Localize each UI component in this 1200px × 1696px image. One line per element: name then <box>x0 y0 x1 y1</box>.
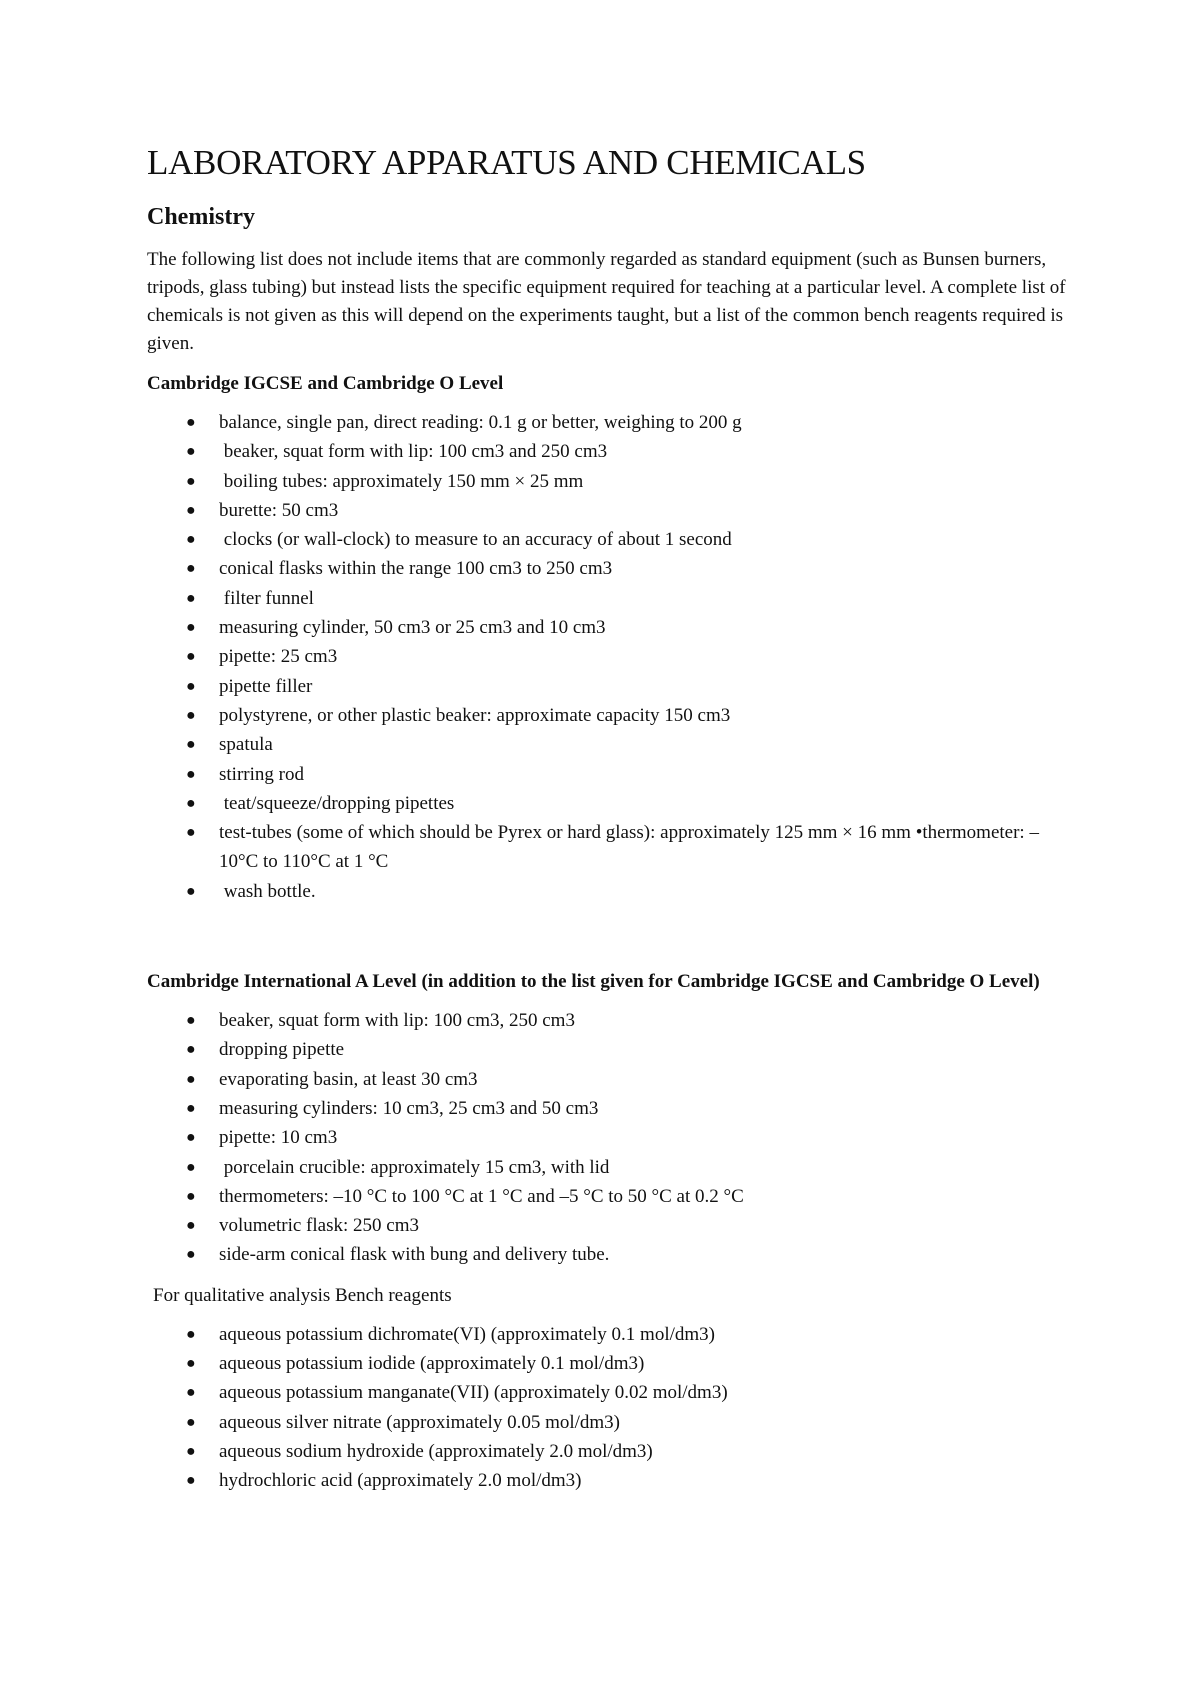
list-item <box>147 613 1072 642</box>
intro-paragraph: The following list does not include items that are commonly regarded as standard equipment (such as Bunsen burners, tripods, glass tubing) but instead lists the specific equipment required for teaching at a particular level. A complete list of chemicals is not given as this will depend on the experiments taught, but a list of the common bench reagents required is given. <box>147 249 1066 354</box>
list-item <box>147 1211 1072 1240</box>
bullet-icon: ● <box>186 1442 196 1460</box>
list-item <box>147 818 1072 877</box>
section-igcse-heading: Cambridge IGCSE and Cambridge O Level <box>147 373 504 394</box>
list-item <box>147 525 1072 554</box>
bullet-icon: ● <box>186 619 196 637</box>
bullet-icon: ● <box>186 736 196 754</box>
document-page <box>147 142 1072 1496</box>
bullet-icon: ● <box>186 648 196 666</box>
list-item-text: measuring cylinder, 50 cm3 or 25 cm3 and 10 cm3 <box>219 617 606 639</box>
bullet-icon: ● <box>186 1129 196 1147</box>
list-item <box>147 1408 1072 1437</box>
list-item <box>147 642 1072 671</box>
list-item <box>147 789 1072 818</box>
list-item-text: teat/squeeze/dropping pipettes <box>219 792 455 814</box>
bullet-icon: ● <box>186 1099 196 1117</box>
list-item <box>147 701 1072 730</box>
bullet-icon: ● <box>186 531 196 549</box>
list-item-text: boiling tubes: approximately 150 mm × 25 mm <box>219 470 584 492</box>
list-item-text: beaker, squat form with lip: 100 cm3 and 250 cm3 <box>219 441 608 463</box>
list-item-text: aqueous potassium dichromate(VI) (approximately 0.1 mol/dm3) <box>219 1323 715 1345</box>
list-item <box>147 1123 1072 1152</box>
list-item <box>147 1349 1072 1378</box>
bench-reagents-note: For qualitative analysis Bench reagents <box>153 1284 452 1306</box>
list-item <box>147 437 1072 466</box>
a-level-apparatus-list <box>147 1006 1072 1270</box>
list-item-text: thermometers: –10 °C to 100 °C at 1 °C and –5 °C to 50 °C at 0.2 °C <box>219 1185 744 1207</box>
list-item-text: dropping pipette <box>219 1039 345 1061</box>
list-item <box>147 877 1072 906</box>
list-item <box>147 730 1072 759</box>
list-item-text: balance, single pan, direct reading: 0.1 g or better, weighing to 200 g <box>219 412 742 433</box>
list-item-text: hydrochloric acid (approximately 2.0 mol/dm3) <box>219 1470 582 1492</box>
list-item-text: pipette: 10 cm3 <box>219 1127 338 1149</box>
list-item-text: spatula <box>219 734 273 756</box>
bullet-icon: ● <box>186 589 196 607</box>
list-item-text: pipette filler <box>219 675 313 697</box>
bullet-icon: ● <box>186 1217 196 1235</box>
list-item-text: measuring cylinders: 10 cm3, 25 cm3 and 50 cm3 <box>219 1097 599 1119</box>
bullet-icon: ● <box>186 882 196 900</box>
list-item-text: beaker, squat form with lip: 100 cm3, 250 cm3 <box>219 1010 575 1032</box>
list-item <box>147 1466 1072 1495</box>
bullet-icon: ● <box>186 1384 196 1402</box>
list-item-text: aqueous potassium iodide (approximately 0.1 mol/dm3) <box>219 1353 645 1375</box>
list-item <box>147 1437 1072 1466</box>
list-item <box>147 1065 1072 1094</box>
subject-heading: Chemistry <box>147 204 255 230</box>
igcse-apparatus-list <box>147 408 1072 906</box>
list-item <box>147 672 1072 701</box>
list-item <box>147 1035 1072 1064</box>
section-a-level-heading: Cambridge International A Level (in addition to the list given for Cambridge IGCSE and Cambridge O Level) <box>147 971 1040 993</box>
list-item-text: wash bottle. <box>219 880 316 902</box>
document-title: LABORATORY APPARATUS AND CHEMICALS <box>147 143 866 182</box>
bullet-icon: ● <box>186 794 196 812</box>
list-item-text: stirring rod <box>219 763 304 785</box>
list-item <box>147 584 1072 613</box>
list-item <box>147 1378 1072 1407</box>
bullet-icon: ● <box>186 501 196 519</box>
list-item <box>147 1094 1072 1123</box>
list-item <box>147 1153 1072 1182</box>
list-item <box>147 1240 1072 1269</box>
bullet-icon: ● <box>186 414 196 431</box>
list-item-text: aqueous potassium manganate(VII) (approximately 0.02 mol/dm3) <box>219 1382 728 1404</box>
bullet-icon: ● <box>186 1012 196 1030</box>
list-item-text: porcelain crucible: approximately 15 cm3, with lid <box>219 1156 610 1178</box>
bullet-icon: ● <box>186 1041 196 1059</box>
bullet-icon: ● <box>186 443 196 461</box>
list-item-text: pipette: 25 cm3 <box>219 646 338 668</box>
bullet-icon: ● <box>186 560 196 578</box>
list-item <box>147 1006 1072 1035</box>
bullet-icon: ● <box>186 1187 196 1205</box>
list-item-text: test-tubes (some of which should be Pyrex or hard glass): approximately 125 mm × 16 mm •thermometer: –10°C to 110°C at 1 °C <box>219 822 1039 873</box>
list-item-text: conical flasks within the range 100 cm3 to 250 cm3 <box>219 558 613 580</box>
list-item <box>147 1182 1072 1211</box>
list-item-text: volumetric flask: 250 cm3 <box>219 1215 419 1237</box>
list-item <box>147 1320 1072 1349</box>
bullet-icon: ● <box>186 1413 196 1431</box>
list-item-text: evaporating basin, at least 30 cm3 <box>219 1068 478 1090</box>
bullet-icon: ● <box>186 1158 196 1176</box>
bullet-icon: ● <box>186 1472 196 1490</box>
bullet-icon: ● <box>186 706 196 724</box>
list-item-text: polystyrene, or other plastic beaker: approximate capacity 150 cm3 <box>219 704 731 726</box>
list-item-text: aqueous sodium hydroxide (approximately 2.0 mol/dm3) <box>219 1440 653 1462</box>
bullet-icon: ● <box>186 1355 196 1373</box>
list-item <box>147 760 1072 789</box>
bullet-icon: ● <box>186 677 196 695</box>
bullet-icon: ● <box>186 824 196 842</box>
list-item <box>147 554 1072 583</box>
bullet-icon: ● <box>186 1070 196 1088</box>
list-item <box>147 496 1072 525</box>
list-item-text: filter funnel <box>219 587 314 609</box>
list-item <box>147 408 1072 437</box>
bullet-icon: ● <box>186 472 196 490</box>
bullet-icon: ● <box>186 1325 196 1343</box>
list-item-text: burette: 50 cm3 <box>219 499 339 521</box>
bullet-icon: ● <box>186 765 196 783</box>
list-item <box>147 467 1072 496</box>
list-item-text: side-arm conical flask with bung and delivery tube. <box>219 1244 610 1266</box>
list-item-text: clocks (or wall-clock) to measure to an accuracy of about 1 second <box>219 529 732 551</box>
list-item-text: aqueous silver nitrate (approximately 0.05 mol/dm3) <box>219 1411 621 1433</box>
bench-reagents-list <box>147 1320 1072 1496</box>
bullet-icon: ● <box>186 1246 196 1264</box>
